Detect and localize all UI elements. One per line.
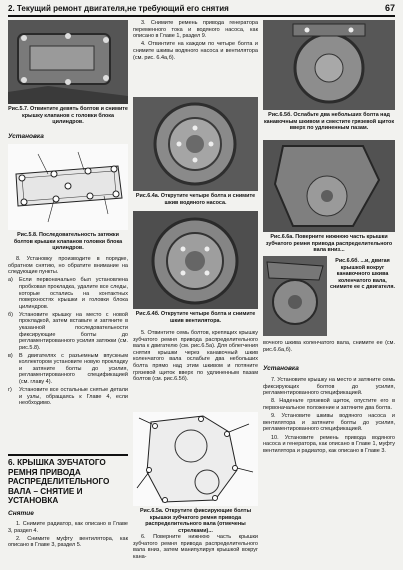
- list-item: [8, 353, 128, 386]
- page-number: 67: [384, 3, 395, 13]
- header-rule: [8, 15, 395, 17]
- list-item: [8, 277, 128, 310]
- page-header: [8, 3, 395, 15]
- figure-6-4a-photo: [133, 97, 258, 191]
- continuation-text: вочного шкива коленчатого вала, снимите ее (см. рис.6.6а,б).: [263, 340, 395, 353]
- section-rule: [8, 454, 128, 456]
- removal-step: 1. Снимите радиатор, как описано в Главе 3, раздел 4.: [8, 521, 128, 534]
- figure-6-5a-diagram: [133, 412, 258, 506]
- section-6-title: 6. КРЫШКА ЗУБЧАТОГО РЕМНЯ ПРИВОДА РАСПРЕДЕЛИТЕЛЬНОГО ВАЛА – СНЯТИЕ И УСТАНОВКА: [8, 458, 110, 506]
- removal-steps: [8, 521, 128, 551]
- column-right: [263, 20, 395, 564]
- header-title: 2. Текущий ремонт двигателя,не требующий его снятия: [8, 4, 229, 13]
- right-continuation: [263, 340, 395, 355]
- list-text: Если первоначально был установлена пробковая прокладка, удалите все следы, которые остались на контактных поверхностях крышки и головки блока цилиндров.: [19, 277, 128, 310]
- figure-6-5a-caption: Рис.6.5а. Открутите фиксирующие болты крышки зубчатого ремня привода распределительного вала (отмечены стрелками)...: [139, 508, 252, 534]
- figure-6-4b-caption: Рис.6.4б. Открутите четыре болта и снимите шкив вентилятора.: [135, 311, 256, 324]
- figure-6-5b-photo: [263, 20, 395, 110]
- removal-step: 2. Снимите муфту вентилятора, как описано в Главе 3, раздел 5.: [8, 535, 128, 549]
- figure-6-6a-caption: Рис.6.6а. Поверните нижнюю часть крышки зубчатого ремня привода распределительного вала вниз...: [265, 234, 393, 253]
- list-marker: а): [8, 277, 13, 284]
- figure-6-5b-caption: Рис.6.5б. Ослабьте два небольших болта над канавочным шкивом и сместите грязевой щиток вверх по удлиненным пазам.: [263, 112, 395, 131]
- list-marker: в): [8, 352, 13, 359]
- step-5-text: 5. Отвинтите семь болтов, крепящих крышку зубчатого ремня привода распределительного вала к двигателю (см. рис.6.5а). Для облегчения снятия крышки через канавочный шкив коленчатого вала ослабьте два небольших болта прямо над этим шкивом и потяните грязевой щиток вверх по удлиненным пазам болтов (см. рис.6.5б).: [133, 330, 258, 383]
- list-item: [8, 387, 128, 407]
- column-middle: [133, 20, 258, 564]
- install-step: 9. Установите шкивы водяного насоса и вентилятора и затяните болты до усилия, регламентированного спецификацией.: [263, 413, 395, 433]
- list-marker: б): [8, 311, 13, 318]
- figure-6-4b-photo: [133, 211, 258, 309]
- figure-5-7-photo: [8, 20, 128, 104]
- figure-6-6b-caption: Рис.6.6б. ...и, двигая крышкой вокруг канавочного шкива коленчатого вала, снимите ее с двигателя.: [330, 258, 395, 290]
- install-step: 8. Наденьте грязевой щиток, опустите его в первоначальное положение и затяните два болта.: [263, 398, 395, 411]
- list-marker: г): [8, 387, 12, 394]
- step-5-block: [133, 330, 258, 384]
- list-item: [8, 312, 128, 352]
- figure-6-4a-caption: Рис.6.4а. Открутите четыре болта и снимите шкив водяного насоса.: [135, 193, 256, 206]
- removal-heading: Снятие: [8, 510, 34, 517]
- list-text: Установите крышку на место с новой прокладкой, затем вставьте и затяните в указанной последовательности фиксирующие болты до регламентированного усилия затяжки (см. рис.5.8).: [19, 311, 128, 351]
- left-body-text: [8, 256, 128, 408]
- install-step: 10. Установите ремень привода водяного насоса и генератора, как описано в Главе 1, муфту вентилятора и радиатор, как описано в Главе 3.: [263, 434, 395, 454]
- install-heading-right: Установка: [263, 365, 299, 372]
- figure-6-6b-photo: [263, 256, 327, 336]
- figure-5-8-diagram: [8, 144, 128, 230]
- install-step: 7. Установите крышку на место и затяните семь фиксирующих болтов до усилия, регламентированного спецификацией.: [263, 377, 395, 397]
- step-8-text: 8. Установку производите в порядке, обратном снятию, но обратите внимание на следующие пункты.: [8, 256, 128, 276]
- step-text: 4. Отвинтите на каждом по четыре болта и снимите шкивы водяного насоса и вентилятора (см. рис. 6.4а,б).: [133, 41, 258, 61]
- step-6-text: 6. Поверните нижнюю часть крышки зубчатого ремня привода распределительного вала вниз, затем манипулируя крышкой вокруг кана-: [133, 534, 258, 560]
- install-heading-left: Установка: [8, 133, 44, 140]
- figure-5-8-caption: Рис.5.8. Последовательность затяжки болтов крышки клапанов головки блока цилиндров.: [13, 232, 123, 251]
- middle-top-text: [133, 20, 258, 63]
- figure-6-6a-photo: [263, 140, 395, 232]
- install-steps: [263, 377, 395, 456]
- install-items-list: [8, 277, 128, 406]
- step-6-block: [133, 534, 258, 562]
- list-text: В двигателях с разъемным впускным коллектором установите новую прокладку и затяните болты до усилия, регламентированного спецификацией (см. главу 4).: [19, 352, 128, 386]
- list-text: Установите все остальные снятые детали и узлы, обращаясь к Главе 4, если необходимо.: [19, 387, 128, 407]
- column-left: [8, 20, 128, 564]
- figure-5-7-caption: Рис.5.7. Отвинтите девять болтов и снимите крышку клапанов с головки блока цилиндров.: [8, 106, 128, 125]
- section-6-heading: [8, 454, 128, 506]
- step-text: 3. Снимите ремень привода генератора переменного тока и водяного насоса, как описано в Главе 1, раздел 9.: [133, 20, 258, 40]
